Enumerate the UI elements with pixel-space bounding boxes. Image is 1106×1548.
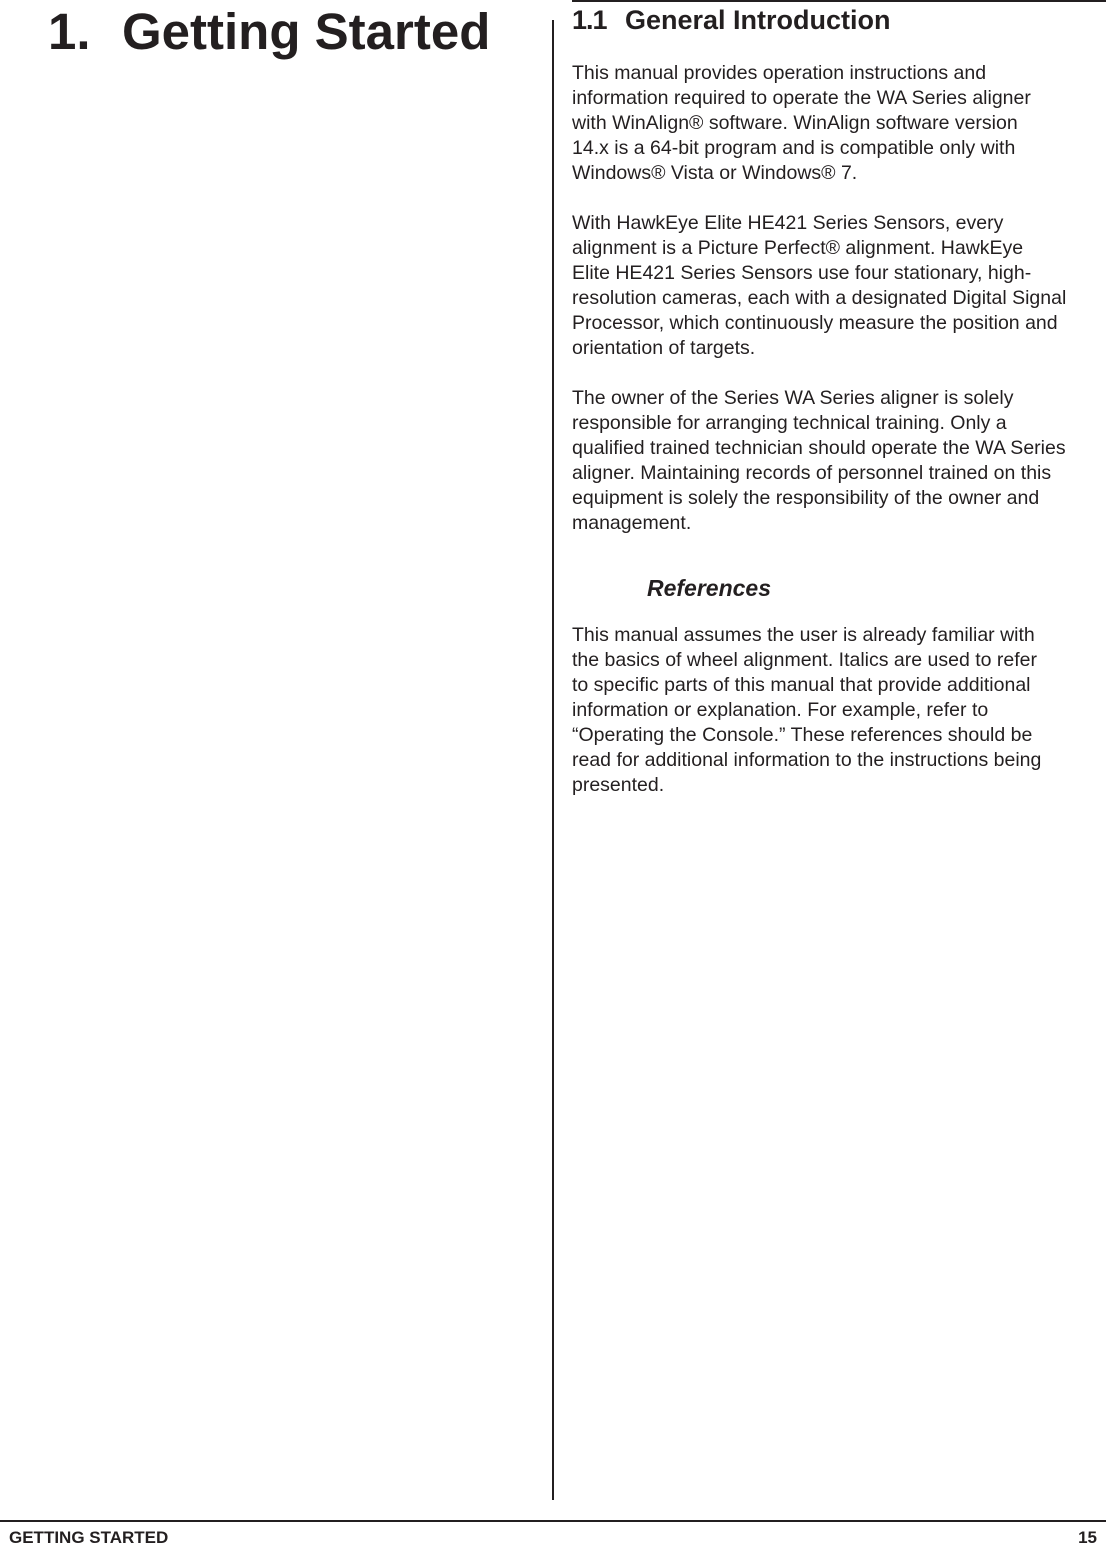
section-heading [572,4,891,36]
footer-section-label: GETTING STARTED [9,1528,169,1547]
text-line: “Operating the Console.” These references should be [572,724,1033,746]
text-line: This manual provides operation instructions and [572,62,987,84]
column-divider [552,20,554,1500]
text-line: management. [572,512,692,534]
text-line: information required to operate the WA Series aligner [572,87,1031,109]
text-line: responsible for arranging technical training. Only a [572,412,1007,434]
chapter-number: 1. [48,3,91,60]
chapter-title [48,2,490,62]
footer-page-number: 15 [1078,1528,1097,1547]
footer-rule [0,1520,1106,1522]
text-line: orientation of targets. [572,337,756,359]
text-line: read for additional information to the instructions being [572,749,1042,771]
text-line: presented. [572,774,665,796]
section-top-rule [572,0,1106,2]
text-line: the basics of wheel alignment. Italics are used to refer [572,649,1037,671]
section-number: 1.1 [572,5,607,35]
chapter-title-text: Getting Started [122,3,491,60]
text-line: alignment is a Picture Perfect® alignment. HawkEye [572,237,1024,259]
text-line: This manual assumes the user is already familiar with [572,624,1035,646]
text-line: Processor, which continuously measure the position and [572,312,1058,334]
references-heading: References [647,575,772,601]
text-line: Windows® Vista or Windows® 7. [572,162,858,184]
intro-paragraph-3 [572,386,1106,536]
section-title: General Introduction [625,5,891,35]
text-line: Elite HE421 Series Sensors use four stationary, high- [572,262,1032,284]
text-line: The owner of the Series WA Series aligner is solely [572,387,1014,409]
intro-paragraph-1 [572,61,1106,186]
text-line: aligner. Maintaining records of personnel trained on this [572,462,1052,484]
references-paragraph [572,623,1106,798]
intro-paragraph-2 [572,211,1106,361]
text-line: information or explanation. For example, refer to [572,699,989,721]
text-line: 14.x is a 64-bit program and is compatible only with [572,137,1016,159]
text-line: equipment is solely the responsibility of the owner and [572,487,1040,509]
text-line: qualified trained technician should operate the WA Series [572,437,1066,459]
text-line: with WinAlign® software. WinAlign software version [572,112,1018,134]
text-line: With HawkEye Elite HE421 Series Sensors, every [572,212,1004,234]
text-line: to specific parts of this manual that provide additional [572,674,1031,696]
text-line: resolution cameras, each with a designated Digital Signal [572,287,1067,309]
